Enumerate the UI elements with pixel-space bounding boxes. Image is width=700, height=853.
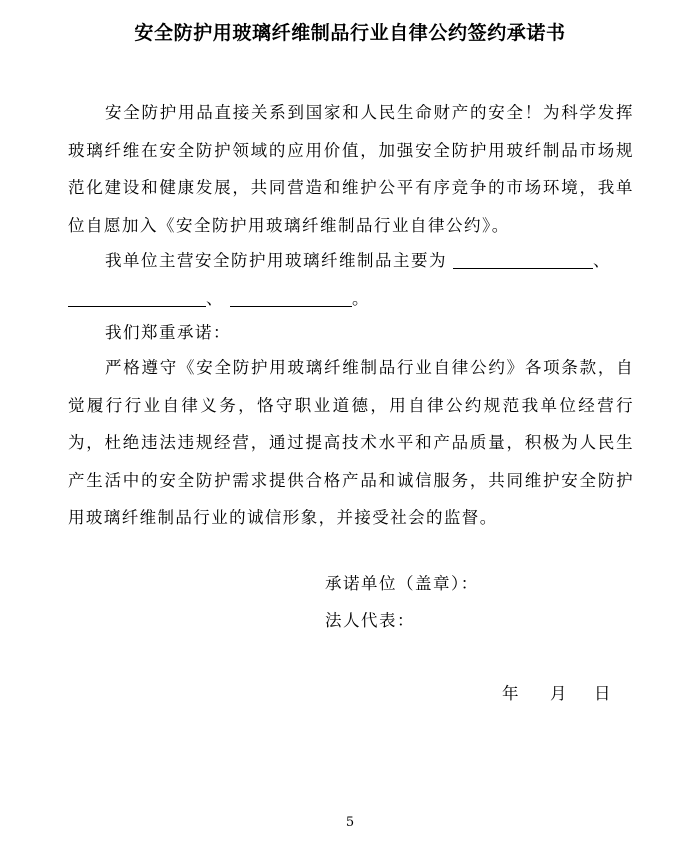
signature-unit-label: 承诺单位（盖章）： [325,574,479,593]
paragraph-products [68,242,634,317]
page-number: 5 [345,815,355,830]
products-end: 。 [352,288,370,308]
products-line-2 [68,280,634,318]
date-year-label: 年 [502,684,519,703]
products-prefix: 我单位主营安全防护用玻璃纤维制品主要为 [105,251,447,270]
product-blank-2 [68,288,206,307]
date-month-label: 月 [550,684,567,703]
document-title: 安全防护用玻璃纤维制品行业自律公约签约承诺书 [134,22,566,44]
paragraph-pledge-body: 严格遵守《安全防护用玻璃纤维制品行业自律公约》各项条款，自觉履行行业自律义务，恪守职业道德，用自律公约规范我单位经营行为，杜绝违法违规经营，通过提高技术水平和产品质量，积极为人民生产生活中的安全防护需求提供合格产品和诚信服务，共同维护安全防护用玻璃纤维制品行业的诚信形象，并接受社会的监督。 [68,358,634,527]
date-day-label: 日 [594,684,611,703]
signature-rep-label: 法人代表： [325,611,415,630]
paragraph-intro: 安全防护用品直接关系到国家和人民生命财产的安全！为科学发挥玻璃纤维在安全防护领域的应用价值，加强安全防护用玻纤制品市场规范化建设和健康发展，共同营造和维护公平有序竞争的市场环境，我单位自愿加入《安全防护用玻璃纤维制品行业自律公约》。 [68,103,634,235]
products-separator-2: 、 [206,288,224,308]
product-blank-3 [230,288,352,307]
products-separator-1: 、 [593,251,611,270]
product-blank-1 [453,250,593,269]
paragraph-pledge-heading: 我们郑重承诺： [105,323,231,342]
